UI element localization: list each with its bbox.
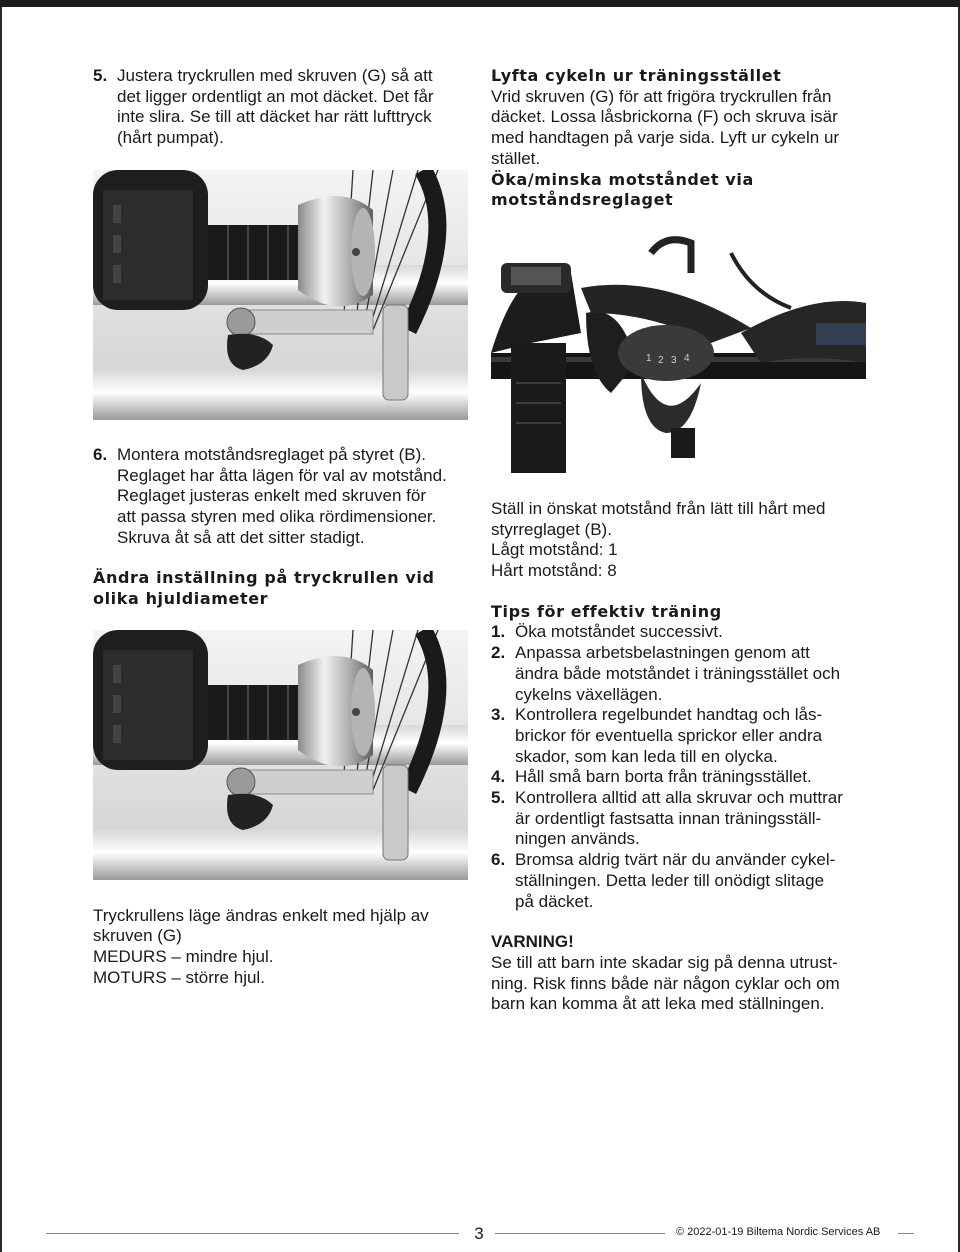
resistance-line: styrreglaget (B). <box>491 519 612 539</box>
tip-number: 1. <box>491 622 506 642</box>
step-6 <box>93 445 468 549</box>
step-6-line: att passa styren med olika rördimensioner. <box>117 506 437 526</box>
left-column <box>93 66 468 989</box>
resistance-lever-photo <box>491 233 866 473</box>
footer-rule <box>46 1233 459 1234</box>
tip-line: är ordentligt fastsatta innan träningsställ- <box>515 808 822 828</box>
dial-number: 2 <box>658 354 664 366</box>
tip-line: Håll små barn borta från träningsstället. <box>515 767 812 787</box>
tip-item <box>491 622 871 643</box>
heading-line: Öka/minska motståndet via <box>491 169 754 189</box>
tip-line: cykelns växellägen. <box>515 684 663 704</box>
warning-line: barn kan komma åt att leka med ställningen. <box>491 994 825 1014</box>
heading-resistance <box>491 170 871 211</box>
tip-item <box>491 705 871 767</box>
dial-number: 4 <box>684 352 690 364</box>
lift-line: stället. <box>491 148 541 168</box>
tip-number: 6. <box>491 850 506 870</box>
tip-item <box>491 767 871 788</box>
tip-line: Kontrollera regelbundet handtag och lås- <box>515 705 823 725</box>
caption-line: MEDURS – mindre hjul. <box>93 947 274 967</box>
resistance-text <box>491 499 871 582</box>
resistance-line: Ställ in önskat motstånd från lätt till hårt med <box>491 498 826 518</box>
trainer-roller-photo-2 <box>93 630 468 880</box>
tip-number: 4. <box>491 767 506 787</box>
tip-number: 5. <box>491 788 506 808</box>
tip-line: Öka motståndet successivt. <box>515 622 723 642</box>
warning-title: VARNING! <box>491 932 574 952</box>
lift-line: däcket. Lossa låsbrickorna (F) och skruva isär <box>491 107 838 127</box>
step-5-number: 5. <box>93 66 108 85</box>
resistance-line: Lågt motstånd: 1 <box>491 540 618 560</box>
step-6-line: Skruva åt så att det sitter stadigt. <box>117 527 365 547</box>
heading-lift-bike: Lyfta cykeln ur träningsstället <box>491 66 782 85</box>
trainer-roller-photo <box>93 170 468 420</box>
step-5 <box>93 66 468 149</box>
footer-rule <box>898 1233 914 1234</box>
tip-line: ändra både motståndet i träningsstället och <box>515 663 841 683</box>
tip-line: ställningen. Detta leder till onödigt slitage <box>515 870 825 890</box>
step-5-line: det ligger ordentligt an mot däcket. Det får <box>117 86 434 106</box>
heading-line: motståndsreglaget <box>491 190 674 210</box>
dial-number: 1 <box>646 352 652 364</box>
resistance-line: Hårt motstånd: 8 <box>491 561 617 581</box>
footer-rule <box>495 1233 665 1234</box>
page-footer <box>0 1222 960 1246</box>
tip-number: 3. <box>491 705 506 725</box>
step-5-line: inte slira. Se till att däcket har rätt lufttryck <box>117 107 432 127</box>
top-bar <box>0 0 960 7</box>
caption-line: Tryckrullens läge ändras enkelt med hjälp av <box>93 905 429 925</box>
tip-line: ningen används. <box>515 829 640 849</box>
page-number: 3 <box>474 1224 484 1243</box>
caption-line: MOTURS – större hjul. <box>93 967 265 987</box>
step-6-line: Reglaget justeras enkelt med skruven för <box>117 486 426 506</box>
step-6-line: Reglaget har åtta lägen för val av motstånd. <box>117 465 447 485</box>
lift-line: Vrid skruven (G) för att frigöra tryckrullen från <box>491 86 832 106</box>
right-column <box>491 66 871 1015</box>
step-5-line: Justera tryckrullen med skruven (G) så att <box>117 66 433 85</box>
warning-line: Se till att barn inte skadar sig på denna utrust- <box>491 952 838 972</box>
warning-text <box>491 953 871 1015</box>
tip-item <box>491 850 871 912</box>
copyright: © 2022-01-19 Biltema Nordic Services AB <box>676 1226 881 1238</box>
heading-wheel-diameter <box>93 568 468 609</box>
tip-line: på däcket. <box>515 891 594 911</box>
step-6-line: Montera motståndsreglaget på styret (B). <box>117 444 426 464</box>
step-6-number: 6. <box>93 444 108 464</box>
tips-list <box>491 622 871 912</box>
tip-number: 2. <box>491 643 506 663</box>
lift-line: med handtagen på varje sida. Lyft ur cykeln ur <box>491 128 840 148</box>
dial-number: 3 <box>671 354 677 366</box>
tip-item <box>491 643 871 705</box>
tip-line: Anpassa arbetsbelastningen genom att <box>515 643 810 663</box>
caption-line: skruven (G) <box>93 926 182 946</box>
heading-line: Ändra inställning på tryckrullen vid <box>93 568 435 588</box>
heading-line: olika hjuldiameter <box>93 589 269 609</box>
page-edge-left <box>0 7 2 1252</box>
tip-line: Bromsa aldrig tvärt när du använder cykel- <box>515 850 836 870</box>
roller-caption <box>93 906 468 989</box>
tip-line: Kontrollera alltid att alla skruvar och muttrar <box>515 788 843 808</box>
lift-text <box>491 87 871 170</box>
tip-line: skador, som kan leda till en olycka. <box>515 746 778 766</box>
tip-line: brickor för eventuella sprickor eller andra <box>515 725 823 745</box>
step-5-line: (hårt pumpat). <box>117 128 224 148</box>
warning-line: ning. Risk finns både när någon cyklar och om <box>491 973 840 993</box>
tip-item <box>491 788 871 850</box>
heading-tips: Tips för effektiv träning <box>491 601 722 621</box>
